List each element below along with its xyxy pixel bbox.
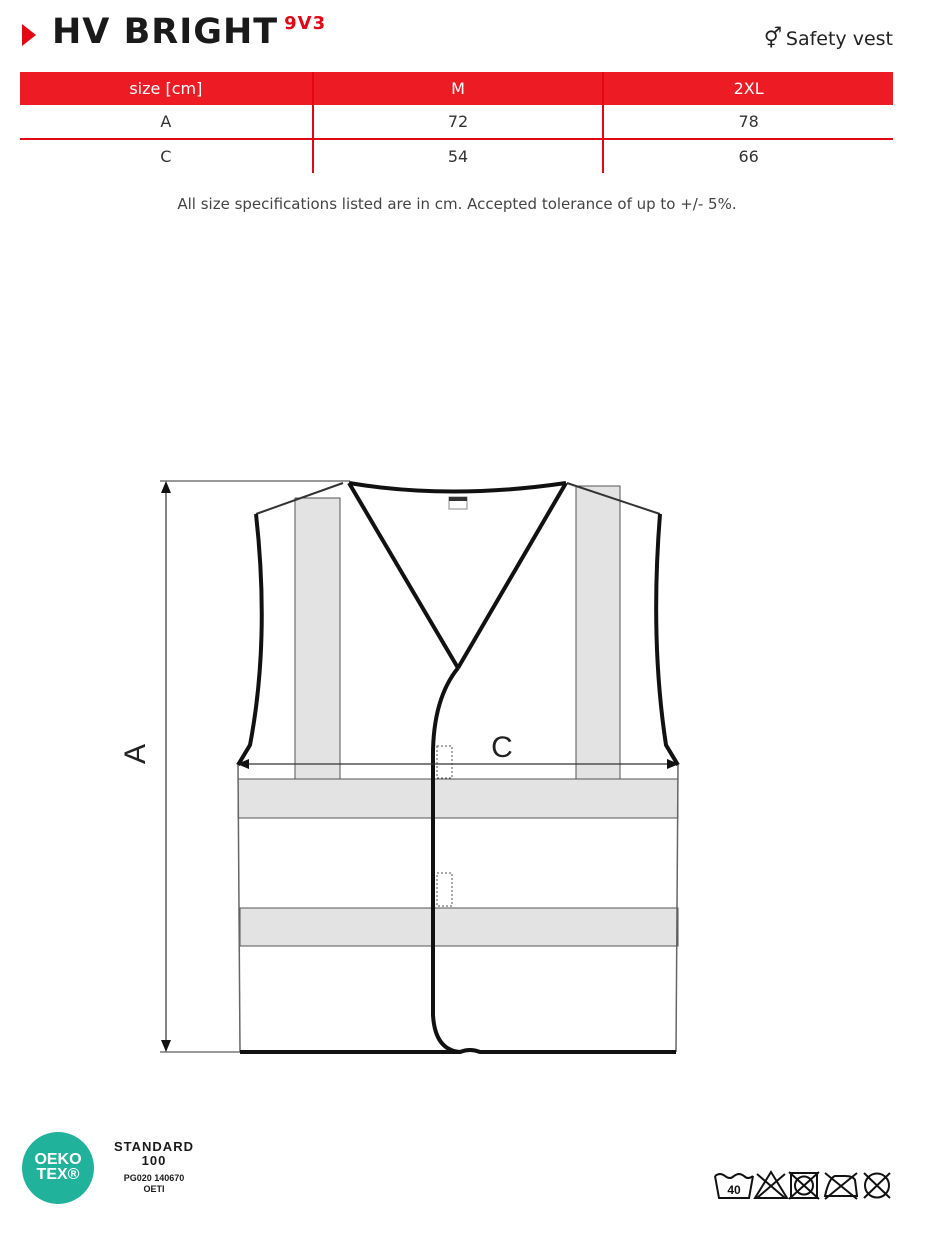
table-cell: 78	[603, 105, 893, 139]
no-iron-icon	[825, 1173, 857, 1199]
oeko-tex-certification	[22, 1132, 202, 1208]
left-reflective-strap	[295, 498, 340, 779]
right-reflective-strap	[576, 486, 620, 779]
wash-temperature: 40	[727, 1183, 741, 1197]
hem-line	[240, 1050, 676, 1052]
measure-c-label: C	[491, 731, 513, 764]
category-label: Safety vest	[785, 28, 893, 50]
measure-a-top-arrow-icon	[161, 481, 171, 493]
product-name: HV BRIGHT	[52, 12, 279, 52]
care-symbols	[713, 1168, 895, 1202]
table-cell: 54	[313, 139, 604, 173]
unisex-icon: ⚥	[763, 26, 782, 50]
measure-a-bottom-arrow-icon	[161, 1040, 171, 1052]
upper-reflective-band	[238, 779, 678, 818]
table-cell: A	[20, 105, 313, 139]
tolerance-note: All size specifications listed are in cm. Accepted tolerance of up to +/- 5%.	[177, 195, 737, 213]
oeko-standard-label: STANDARD	[114, 1139, 194, 1154]
oeko-institute: OETI	[143, 1184, 165, 1194]
size-header-m: M	[313, 72, 604, 105]
lower-reflective-band	[240, 908, 678, 946]
oeko-logo-line2: TEX®	[36, 1166, 80, 1183]
oeko-logo-line1: OEKO	[34, 1151, 82, 1168]
size-header-label: size [cm]	[20, 72, 313, 105]
oeko-tex-details	[104, 1140, 204, 1195]
measure-a-label: A	[119, 743, 152, 765]
table-cell: 72	[313, 105, 604, 139]
neck-label-band	[449, 497, 467, 501]
oeko-certificate-code: PG020 140670	[123, 1173, 185, 1183]
table-cell: 66	[603, 139, 893, 173]
no-bleach-icon	[755, 1172, 787, 1198]
size-header-2xl: 2XL	[603, 72, 893, 105]
product-code: 9V3	[284, 13, 327, 34]
table-cell: C	[160, 147, 172, 166]
no-dry-clean-icon	[864, 1173, 890, 1198]
no-tumble-dry-icon	[789, 1172, 819, 1199]
oeko-tex-logo	[22, 1132, 94, 1204]
oeko-standard-number: 100	[141, 1153, 167, 1168]
wash-40-icon	[715, 1174, 753, 1198]
